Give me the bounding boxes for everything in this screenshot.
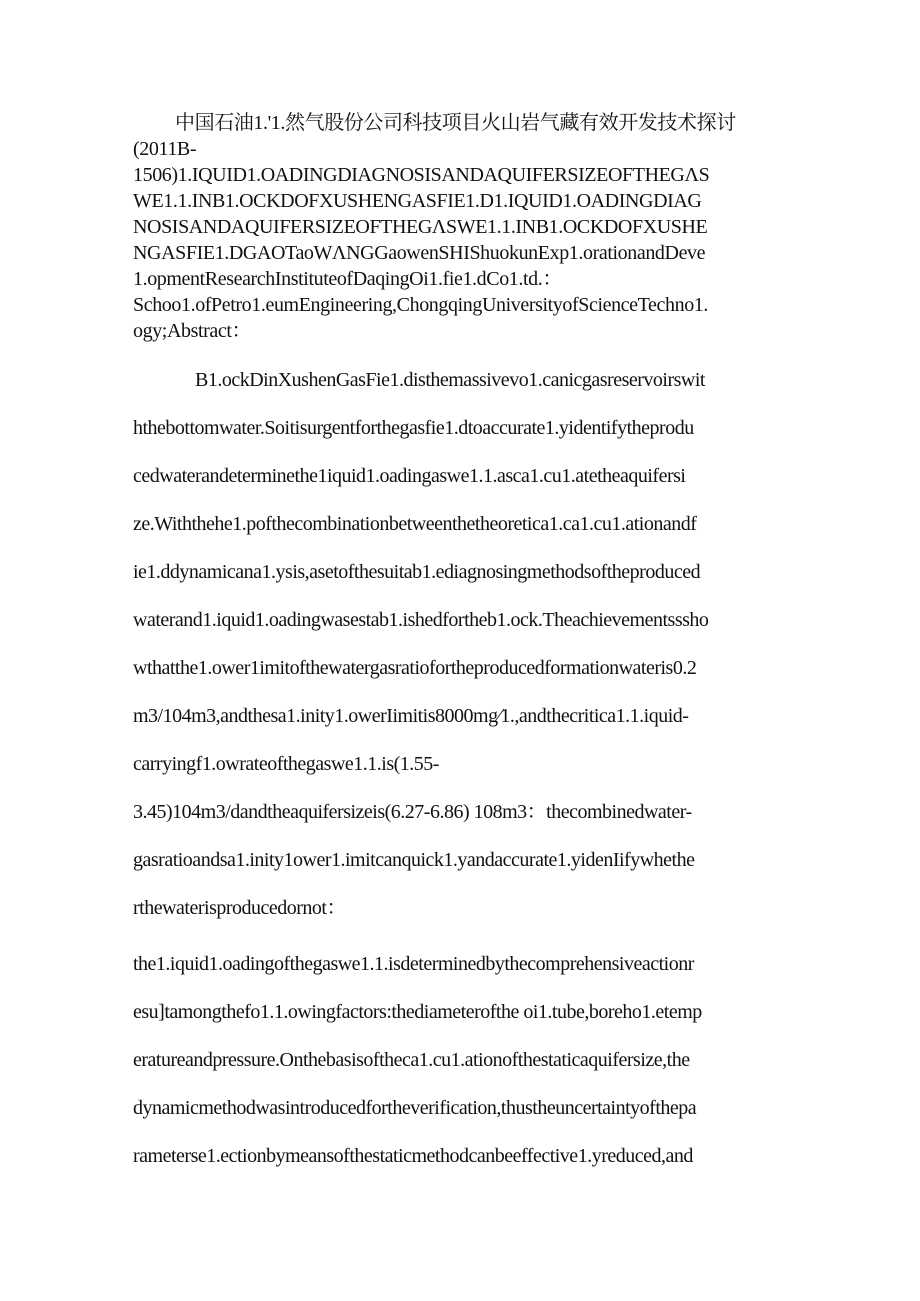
abstract-line: rthewaterisproducedornot： xyxy=(133,897,346,919)
abstract-line: the1.iquid1.oadingofthegaswe1.1.isdeterminedbythecomprehensiveactionr xyxy=(133,953,694,975)
header-line: NGASFIE1.DGAOTaoWΛNGGaowenSHIShuokunExp1.orationandDeve xyxy=(133,242,706,264)
abstract-line: esu]tamongthefo1.1.owingfactors:thediameterofthe oi1.tube,boreho1.etemp xyxy=(133,1001,702,1023)
header-line: 1506)1.IQUID1.OADINGDIAGNOSISANDAQUIFERSIZEOFTHEGΛS xyxy=(133,164,710,186)
abstract-line: rameterse1.ectionbymeansofthestaticmethodcanbeeffective1.yreduced,and xyxy=(133,1145,693,1167)
abstract-line: carryingf1.owrateofthegaswe1.1.is(1.55- xyxy=(133,753,439,775)
abstract-line: B1.ockDinXushenGasFie1.disthemassivevo1.canicgasreservoirswit xyxy=(195,369,705,391)
abstract-line: cedwaterandeterminethe1iquid1.oadingaswe1.1.asca1.cu1.atetheaquifersi xyxy=(133,465,686,487)
abstract-line: m3/104m3,andthesa1.inity1.owerIimitis8000mg∕1.,andthecritica1.1.iquid- xyxy=(133,705,689,727)
header-line: WE1.1.INB1.OCKDOFXUSHENGASFIE1.D1.IQUID1.OADINGDIAG xyxy=(133,190,702,212)
abstract-line: dynamicmethodwasintroducedfortheverification,thustheuncertaintyofthepa xyxy=(133,1097,697,1119)
abstract-line: 3.45)104m3/dandtheaquifersizeis(6.27-6.86) 108m3：thecombinedwater- xyxy=(133,801,692,823)
header-line: 1.opmentResearchInstituteofDaqingOi1.fie1.dCo1.td.： xyxy=(133,268,562,290)
abstract-line: ze.Withthehe1.pofthecombinationbetweenthetheoretica1.ca1.cu1.ationandf xyxy=(133,513,697,535)
abstract-line: waterand1.iquid1.oadingwasestab1.ishedfortheb1.ock.Theachievementsssho xyxy=(133,609,709,631)
header-title-line: 中国石油1.'1.然气股份公司科技项目火山岩气藏有效开发技术探讨 xyxy=(175,112,736,134)
abstract-line: eratureandpressure.Onthebasisoftheca1.cu1.ationofthestaticaquifersize,the xyxy=(133,1049,690,1071)
header-line: (2011B- xyxy=(133,138,197,160)
document-header xyxy=(133,110,793,344)
abstract-body xyxy=(133,365,793,1189)
header-line: NOSISANDAQUIFERSIZEOFTHEGΛSWE1.1.INB1.OCKDOFXUSHE xyxy=(133,216,708,238)
abstract-line: gasratioandsa1.inity1ower1.imitcanquick1.yandaccurate1.yidenIifywhethe xyxy=(133,849,695,871)
abstract-line: ie1.ddynamicana1.ysis,asetofthesuitab1.ediagnosingmethodsoftheproduced xyxy=(133,561,701,583)
abstract-line: wthatthe1.ower1imitofthewatergasratiofortheproducedformationwateris0.2 xyxy=(133,657,697,679)
abstract-line: hthebottomwater.Soitisurgentforthegasfie1.dtoaccurate1.yidentifytheprodu xyxy=(133,417,694,439)
header-line: ogy;Abstract： xyxy=(133,320,252,342)
header-line: Schoo1.ofPetro1.eumEngineering,ChongqingUniversityofScienceTechno1. xyxy=(133,294,709,316)
